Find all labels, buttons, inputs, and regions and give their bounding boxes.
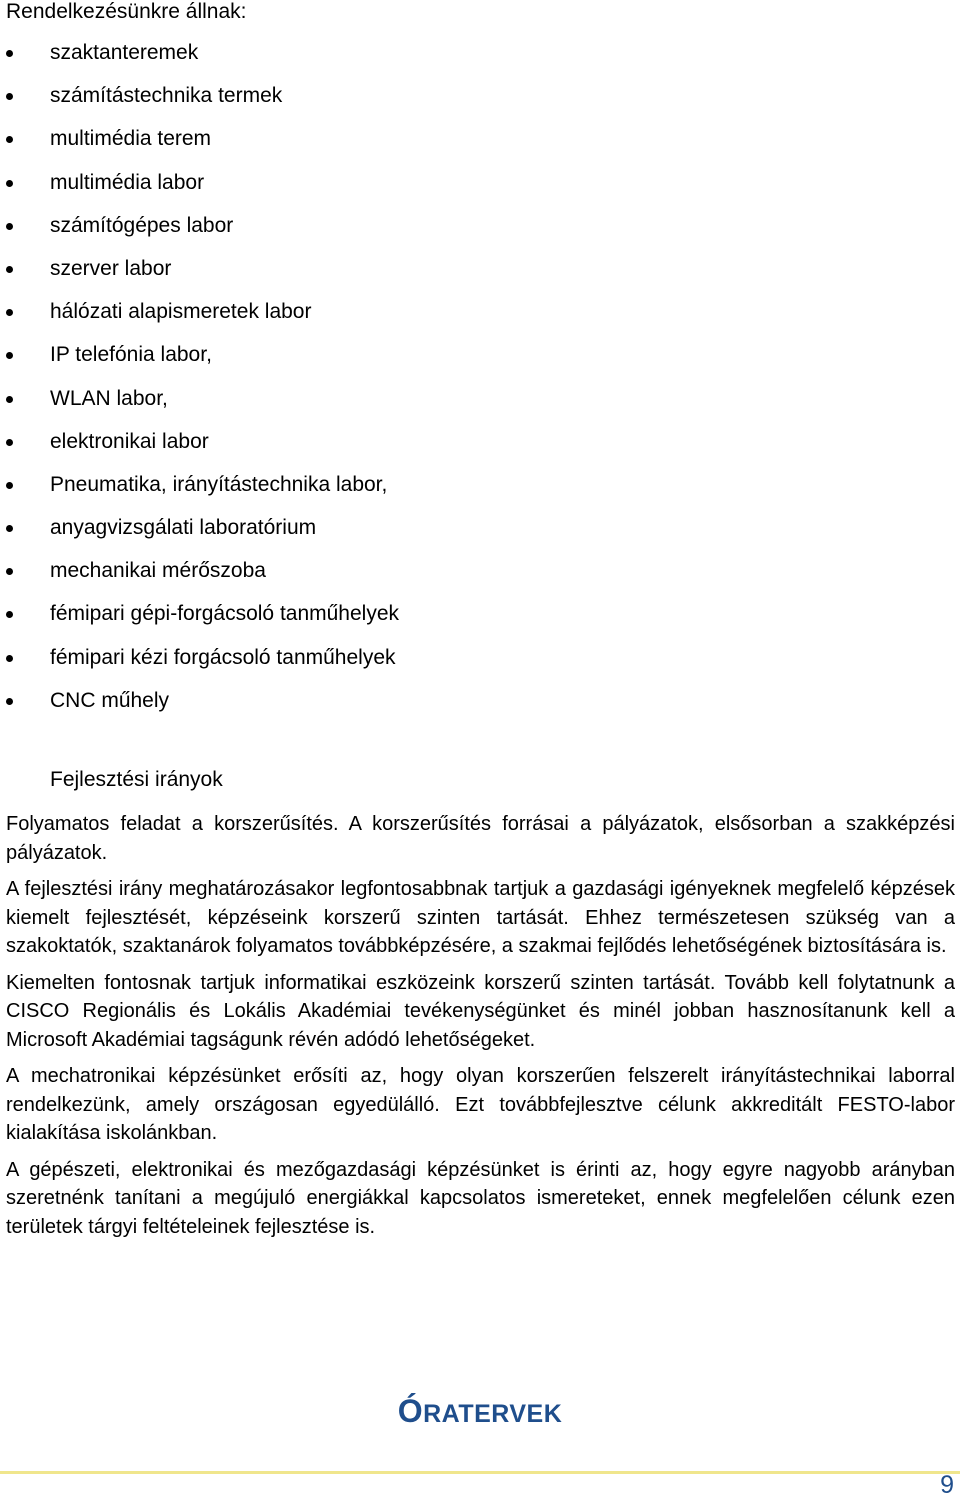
bullet-icon <box>6 698 13 705</box>
list-item-label: Pneumatika, irányítástechnika labor, <box>50 472 388 496</box>
bullet-icon <box>6 611 13 618</box>
list-item-label: szerver labor <box>50 256 172 280</box>
paragraph: A mechatronikai képzésünket erősíti az, hogy olyan korszerűen felszerelt irányítástechnikai laborral rendelkezünk, amely országosan egyedülálló. Ezt továbbfejlesztve célunk akkreditált FESTO-labor kialakítása iskolánkban. <box>6 1065 955 1144</box>
bullet-icon <box>6 309 13 316</box>
list-item-label: IP telefónia labor, <box>50 343 212 367</box>
intro-text: Rendelkezésünkre állnak: <box>6 0 247 23</box>
section-title-initial: Ó <box>397 1393 424 1429</box>
paragraph: A fejlesztési irány meghatározásakor legfontosabbnak tartjuk a gazdasági igényeknek megfelelő képzések kiemelt fejlesztését, képzéseink korszerű szinten tartását. Ehhez természetesen szükség van a szakoktatók, szaktanárok folyamatos továbbképzésére, a szakmai fejlődés lehetőségének biztosítására is. <box>6 878 955 957</box>
paragraph: Folyamatos feladat a korszerűsítés. A korszerűsítés forrásai a pályázatok, elsősorban a szakképzési pályázatok. <box>6 813 955 864</box>
paragraph: Kiemelten fontosnak tartjuk informatikai eszközeink korszerű szinten tartását. Tovább kell folytatnunk a CISCO Regionális és Lokális Akadémiai tevékenységünket és minél jobban hasznosítanunk kell a Microsoft Akadémiai tagságunk révén adódó lehetőségeket. <box>6 971 955 1051</box>
list-item-label: elektronikai labor <box>50 429 209 453</box>
list-item-label: CNC műhely <box>50 688 170 712</box>
section-title-rest: RATERVEK <box>423 1400 563 1428</box>
bullet-icon <box>6 93 13 100</box>
paragraph: A gépészeti, elektronikai és mezőgazdasági képzésünket is érinti az, hogy egyre nagyobb arányban szeretnénk tanítani a megújuló energiákkal kapcsolatos ismereteket, ennek megfelelően célunk ezen területek tárgyi feltételeinek fejlesztése is. <box>6 1158 955 1238</box>
body-text <box>6 810 955 1249</box>
list-item-label: fémipari gépi-forgácsoló tanműhelyek <box>50 602 400 626</box>
bullet-icon <box>6 525 13 532</box>
list-item-label: számítástechnika termek <box>50 84 283 108</box>
list-item-label: WLAN labor, <box>50 386 168 410</box>
bullet-icon <box>6 352 13 359</box>
list-item-label: szaktanteremek <box>50 41 199 64</box>
bullet-icon <box>6 50 13 57</box>
list-item-label: fémipari kézi forgácsoló tanműhelyek <box>50 645 396 669</box>
list-item-label: számítógépes labor <box>50 213 234 237</box>
bullet-icon <box>6 266 13 273</box>
footer-divider <box>0 1471 960 1474</box>
bullet-icon <box>6 136 13 143</box>
bullet-icon <box>6 655 13 662</box>
bullet-icon <box>6 439 13 446</box>
bullet-icon <box>6 180 13 187</box>
list-item-label: hálózati alapismeretek labor <box>50 300 312 324</box>
list-item-label: multimédia labor <box>50 170 205 194</box>
bullet-icon <box>6 482 13 489</box>
bullet-icon <box>6 396 13 403</box>
list-item-label: anyagvizsgálati laboratórium <box>50 516 317 540</box>
bullet-icon <box>6 568 13 575</box>
development-subheading: Fejlesztési irányok <box>50 768 223 791</box>
list-item-label: mechanikai mérőszoba <box>50 559 266 583</box>
bullet-icon <box>6 223 13 230</box>
page-number: 9 <box>940 1471 954 1499</box>
list-item-label: multimédia terem <box>50 127 212 151</box>
section-title <box>0 1395 960 1430</box>
